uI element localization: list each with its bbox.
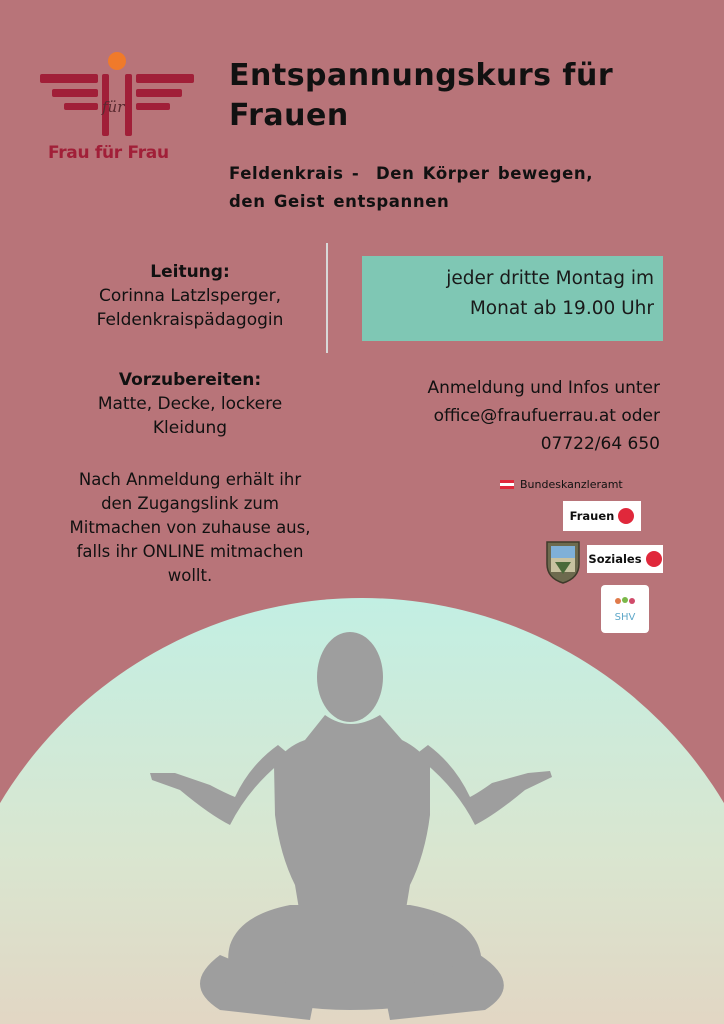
shv-label: SHV [614, 611, 636, 623]
vorzubereiten-line-1: Matte, Decke, lockere [97, 394, 283, 414]
people-icon [612, 596, 638, 612]
online-note [40, 468, 340, 588]
contact-block [360, 374, 660, 458]
online-note-line-5: wollt. [167, 566, 213, 585]
shv-logo [601, 585, 649, 633]
bundeskanzleramt-logo [500, 478, 623, 491]
schedule-line-2: Monat ab 19.00 Uhr [469, 298, 654, 319]
frauen-label: Frauen [569, 509, 615, 523]
coat-of-arms-icon [545, 540, 581, 584]
page-subtitle [229, 160, 659, 216]
vorzubereiten-line-2: Kleidung [152, 418, 228, 438]
frauen-dot-icon [618, 508, 634, 524]
online-note-line-1: Nach Anmeldung erhält ihr [78, 470, 302, 489]
bundeskanzleramt-label: Bundeskanzleramt [520, 478, 623, 491]
frauen-logo [563, 501, 641, 531]
leitung-line-1: Corinna Latzlsperger, [99, 286, 281, 306]
austria-flag-icon [500, 480, 514, 490]
logo-org-name: Frau für Frau [48, 143, 169, 163]
leitung-heading: Leitung: [150, 262, 230, 282]
online-note-line-4: falls ihr ONLINE mitmachen [76, 542, 304, 561]
contact-line-1: Anmeldung und Infos unter [427, 378, 660, 398]
subtitle-line-2: den Geist entspannen [229, 192, 450, 211]
page-title [229, 56, 659, 136]
soziales-logo [587, 545, 663, 573]
soziales-dot-icon [646, 551, 662, 567]
soziales-label: Soziales [588, 552, 642, 566]
title-line-2: Frauen [229, 98, 349, 133]
online-note-line-3: Mitmachen von zuhause aus, [69, 518, 311, 537]
contact-phone[interactable]: 07722/64 650 [540, 434, 660, 454]
schedule-box [362, 256, 663, 341]
leitung-line-2: Feldenkraispädagogin [96, 310, 284, 330]
leitung-block [40, 260, 340, 332]
contact-email[interactable]: office@fraufuerrau.at oder [433, 406, 660, 426]
online-note-line-2: den Zugangslink zum [101, 494, 279, 513]
schedule-text [362, 264, 654, 324]
title-line-1: Entspannungskurs für [229, 58, 614, 93]
meditating-figure [140, 615, 560, 1024]
vorzubereiten-block [40, 368, 340, 440]
schedule-line-1: jeder dritte Montag im [446, 268, 654, 289]
svg-text:für: für [102, 98, 125, 116]
vorzubereiten-heading: Vorzubereiten: [118, 370, 262, 390]
subtitle-line-1: Feldenkrais - Den Körper bewegen, [229, 164, 594, 183]
